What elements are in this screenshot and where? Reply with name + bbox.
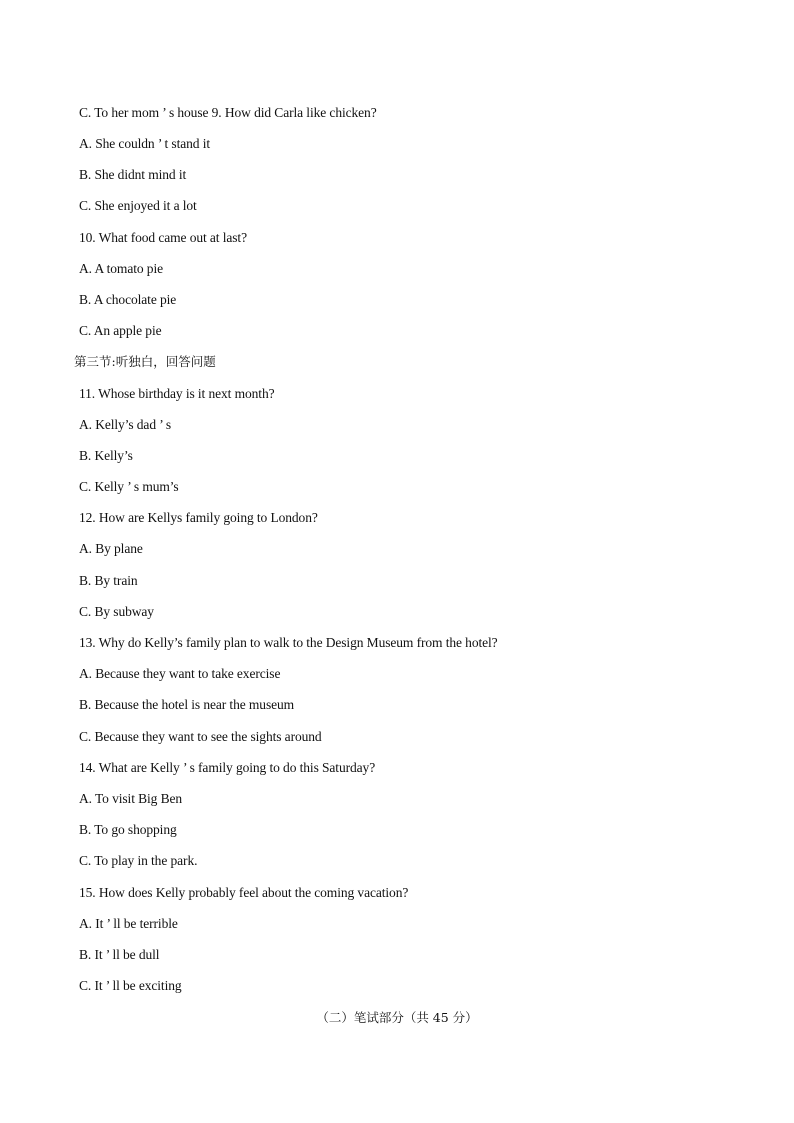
option-11-c: C. Kelly ’ s mum’s	[79, 479, 179, 494]
line-a-she-couldnt-stand-it: A. She couldn ’ t stand it	[79, 136, 211, 151]
option-14-a: A. To visit Big Ben	[79, 791, 183, 806]
option-11-b: B. Kelly’s	[79, 448, 133, 463]
option-14-c: C. To play in the park.	[79, 853, 198, 868]
option-12-b: B. By train	[79, 573, 138, 588]
option-11-a: A. Kelly’s dad ’ s	[79, 417, 172, 432]
option-14-b: B. To go shopping	[79, 822, 177, 837]
question-14: 14. What are Kelly ’ s family going to do this Saturday?	[79, 760, 376, 775]
option-13-c: C. Because they want to see the sights around	[79, 729, 322, 744]
question-12: 12. How are Kellys family going to London?	[79, 510, 318, 525]
question-11: 11. Whose birthday is it next month?	[79, 386, 275, 401]
question-10: 10. What food came out at last?	[79, 230, 247, 245]
question-13: 13. Why do Kelly’s family plan to walk to the Design Museum from the hotel?	[79, 635, 498, 650]
line-c-she-enjoyed-it: C. She enjoyed it a lot	[79, 198, 197, 213]
line-a-tomato-pie: A. A tomato pie	[79, 261, 163, 276]
option-12-c: C. By subway	[79, 604, 154, 619]
option-12-a: A. By plane	[79, 541, 143, 556]
line-b-chocolate-pie: B. A chocolate pie	[79, 292, 177, 307]
option-13-b: B. Because the hotel is near the museum	[79, 697, 295, 712]
option-15-a: A. It ’ ll be terrible	[79, 916, 178, 931]
line-c-apple-pie: C. An apple pie	[79, 323, 162, 338]
option-15-b: B. It ’ ll be dull	[79, 947, 160, 962]
option-13-a: A. Because they want to take exercise	[79, 666, 281, 681]
line-b-she-didnt-mind-it: B. She didnt mind it	[79, 167, 187, 182]
option-15-c: C. It ’ ll be exciting	[79, 978, 182, 993]
written-part-heading: （二）笔试部分（共 45 分）	[316, 1010, 478, 1025]
line-c-to-her-moms-house: C. To her mom ’ s house 9. How did Carla like chicken?	[79, 105, 377, 120]
section-title: 第三节:听独白，回答问题	[74, 354, 216, 369]
question-15: 15. How does Kelly probably feel about the coming vacation?	[79, 885, 409, 900]
